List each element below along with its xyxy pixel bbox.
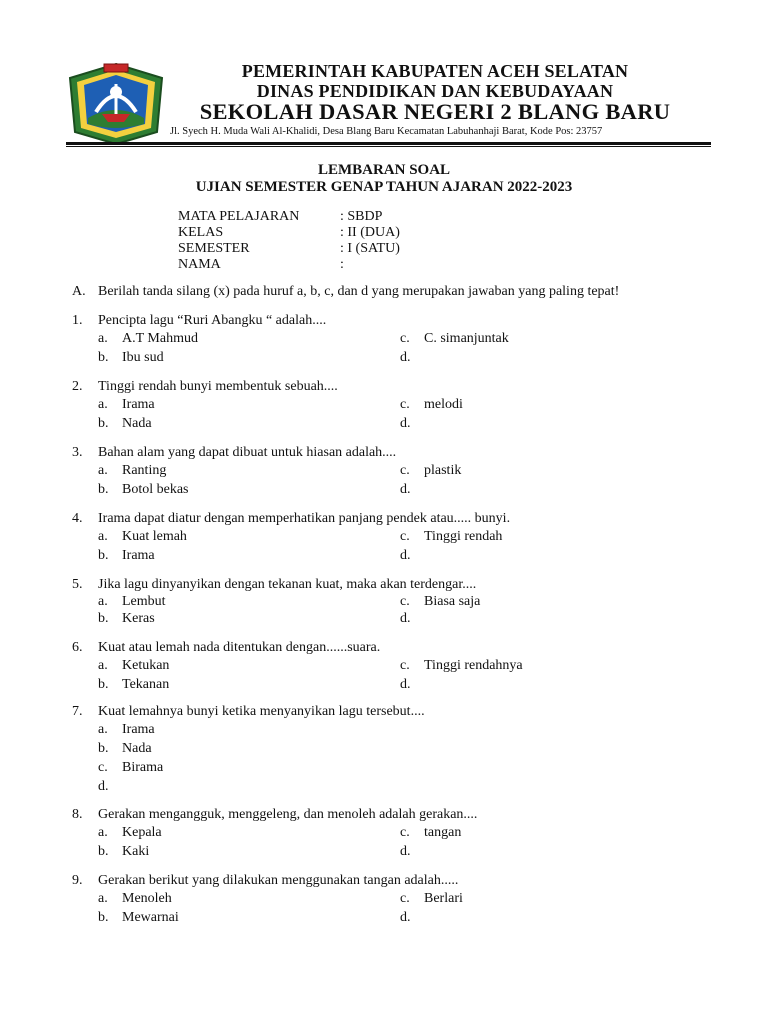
option-b[interactable]: b. Nada: [98, 741, 152, 756]
option-b[interactable]: b. Botol bekas: [98, 482, 189, 497]
info-label: KELAS: [178, 225, 224, 240]
school-name: SEKOLAH DASAR NEGERI 2 BLANG BARU: [199, 99, 671, 124]
header-rule-thin: [66, 146, 711, 147]
option-a[interactable]: a. Irama: [98, 397, 155, 412]
question-2: [72, 378, 463, 433]
option-d[interactable]: d.: [400, 416, 411, 431]
question-text: Jika lagu dinyanyikan dengan tekanan kuat, maka akan terdengar....: [98, 577, 477, 592]
option-a[interactable]: a. Kuat lemah: [98, 529, 187, 544]
question-text: Bahan alam yang dapat dibuat untuk hiasan adalah....: [98, 445, 397, 460]
question-4: [72, 510, 510, 565]
option-c[interactable]: c. plastik: [400, 463, 462, 478]
government-name: PEMERINTAH KABUPATEN ACEH SELATAN: [241, 61, 629, 81]
option-d[interactable]: d.: [98, 779, 109, 794]
option-c[interactable]: c. Birama: [98, 760, 164, 775]
question-3: [72, 444, 461, 499]
option-b[interactable]: b. Keras: [98, 611, 155, 626]
question-text: Pencipta lagu “Ruri Abangku “ adalah....: [98, 313, 327, 328]
option-b[interactable]: b. Nada: [98, 416, 152, 431]
school-address: Jl. Syech H. Muda Wali Al-Khalidi, Desa Blang Baru Kecamatan Labuhanhaji Barat, Kode Pos: 23757: [170, 126, 603, 137]
option-c[interactable]: c. tangan: [400, 825, 462, 840]
option-a[interactable]: a. A.T Mahmud: [98, 331, 198, 346]
info-row-subject: [178, 209, 400, 225]
question-1: [72, 312, 509, 367]
info-row-name: [178, 257, 400, 273]
option-c[interactable]: c. Biasa saja: [400, 594, 481, 609]
department-name: DINAS PENDIDIKAN DAN KEBUDAYAAN: [256, 81, 614, 101]
option-b[interactable]: b. Irama: [98, 548, 155, 563]
option-c[interactable]: c. C. simanjuntak: [400, 331, 509, 346]
info-value: : II (DUA): [340, 225, 400, 240]
question-number: 9.: [72, 873, 83, 888]
option-b[interactable]: b. Kaki: [98, 844, 150, 859]
option-c[interactable]: c. Tinggi rendah: [400, 529, 503, 544]
info-label: NAMA: [178, 257, 221, 272]
question-6: [72, 639, 523, 694]
question-7: [72, 703, 425, 796]
document-title: LEMBARAN SOAL: [317, 162, 451, 178]
option-d[interactable]: d.: [400, 677, 411, 692]
info-row-semester: [178, 241, 400, 257]
question-number: 1.: [72, 313, 83, 328]
option-a[interactable]: a. Kepala: [98, 825, 162, 840]
question-text: Gerakan mengangguk, menggeleng, dan menoleh adalah gerakan....: [98, 807, 478, 822]
question-8: [72, 806, 477, 861]
question-text: Tinggi rendah bunyi membentuk sebuah....: [98, 379, 338, 394]
question-5: [72, 576, 480, 627]
option-d[interactable]: d.: [400, 548, 411, 563]
question-number: 4.: [72, 511, 83, 526]
option-d[interactable]: d.: [400, 482, 411, 497]
question-number: 3.: [72, 445, 83, 460]
question-text: Gerakan berikut yang dilakukan menggunakan tangan adalah.....: [98, 873, 459, 888]
option-a[interactable]: a. Lembut: [98, 594, 166, 609]
option-a[interactable]: a. Ranting: [98, 463, 167, 478]
option-c[interactable]: c. Berlari: [400, 891, 463, 906]
question-number: 2.: [72, 379, 83, 394]
option-c[interactable]: c. Tinggi rendahnya: [400, 658, 523, 673]
option-d[interactable]: d.: [400, 611, 411, 626]
instruction-marker: A.: [72, 284, 86, 299]
header-rule-thick: [66, 142, 711, 145]
question-9: [72, 872, 463, 927]
question-text: Kuat atau lemah nada ditentukan dengan......suara.: [98, 640, 381, 655]
info-label: SEMESTER: [178, 241, 250, 256]
option-b[interactable]: b. Ibu sud: [98, 350, 164, 365]
option-d[interactable]: d.: [400, 350, 411, 365]
question-number: 6.: [72, 640, 83, 655]
option-a[interactable]: a. Menoleh: [98, 891, 172, 906]
info-value: : I (SATU): [340, 241, 400, 256]
instruction: [72, 284, 619, 300]
option-b[interactable]: b. Mewarnai: [98, 910, 179, 925]
info-value: :: [340, 257, 344, 272]
option-a[interactable]: a. Ketukan: [98, 658, 170, 673]
question-number: 7.: [72, 704, 83, 719]
exam-title: UJIAN SEMESTER GENAP TAHUN AJARAN 2022-2023: [195, 179, 573, 195]
instruction-text: Berilah tanda silang (x) pada huruf a, b, c, dan d yang merupakan jawaban yang paling tepat!: [98, 284, 620, 299]
info-label: MATA PELAJARAN: [178, 209, 300, 224]
question-number: 5.: [72, 577, 83, 592]
exam-info: [178, 209, 400, 273]
option-d[interactable]: d.: [400, 910, 411, 925]
question-text: Irama dapat diatur dengan memperhatikan panjang pendek atau..... bunyi.: [98, 511, 511, 526]
info-value: : SBDP: [340, 209, 383, 224]
info-row-class: [178, 225, 400, 241]
question-text: Kuat lemahnya bunyi ketika menyanyikan lagu tersebut....: [98, 704, 425, 719]
option-d[interactable]: d.: [400, 844, 411, 859]
option-b[interactable]: b. Tekanan: [98, 677, 170, 692]
option-c[interactable]: c. melodi: [400, 397, 463, 412]
regency-emblem-icon: [66, 62, 166, 146]
question-number: 8.: [72, 807, 83, 822]
option-a[interactable]: a. Irama: [98, 722, 155, 737]
